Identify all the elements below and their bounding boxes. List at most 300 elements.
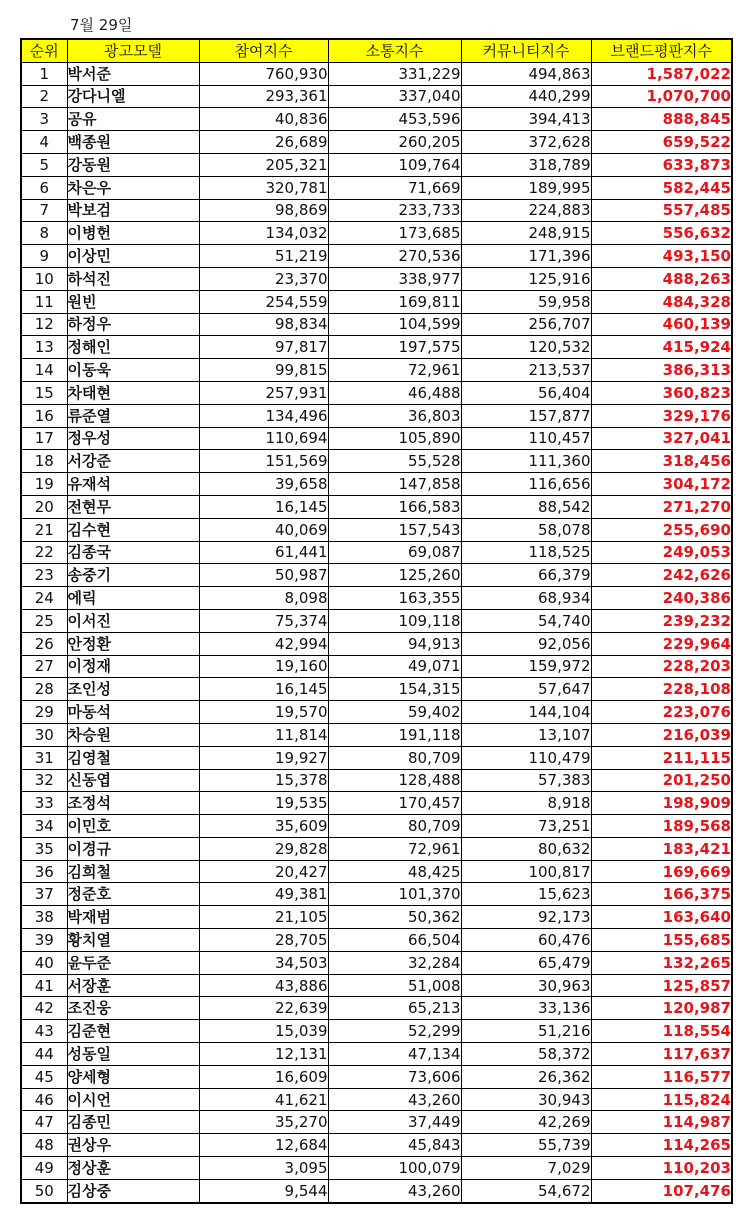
community-index-cell: 256,707 [461,313,591,336]
brand-reputation-index-cell: 189,568 [591,815,732,838]
rank-cell: 28 [21,678,67,701]
brand-reputation-index-cell: 1,587,022 [591,62,732,85]
participation-index-cell: 26,689 [199,131,328,154]
table-row [21,153,732,176]
table-row [21,199,732,222]
rank-cell: 39 [21,929,67,952]
brand-reputation-index-cell: 557,485 [591,199,732,222]
communication-index-cell: 32,284 [328,951,461,974]
participation-index-cell: 15,378 [199,769,328,792]
brand-reputation-index-cell: 166,375 [591,883,732,906]
community-index-cell: 372,628 [461,131,591,154]
rank-cell: 22 [21,541,67,564]
rank-cell: 47 [21,1111,67,1134]
communication-index-cell: 233,733 [328,199,461,222]
header-row [21,39,732,62]
brand-reputation-index-cell: 488,263 [591,267,732,290]
communication-index-cell: 50,362 [328,906,461,929]
table-row [21,1157,732,1180]
rank-cell: 18 [21,450,67,473]
rank-cell: 45 [21,1065,67,1088]
rank-cell: 8 [21,222,67,245]
rank-cell: 36 [21,860,67,883]
table-row [21,883,732,906]
brand-reputation-index-cell: 120,987 [591,997,732,1020]
community-index-cell: 65,479 [461,951,591,974]
table-row [21,1134,732,1157]
model-name-cell: 박서준 [67,62,199,85]
participation-index-cell: 19,570 [199,701,328,724]
table-row [21,518,732,541]
participation-index-cell: 9,544 [199,1179,328,1202]
participation-index-cell: 134,032 [199,222,328,245]
community-index-cell: 440,299 [461,85,591,108]
rank-cell: 13 [21,336,67,359]
communication-index-cell: 69,087 [328,541,461,564]
participation-index-cell: 98,869 [199,199,328,222]
brand-reputation-index-cell: 327,041 [591,427,732,450]
participation-index-cell: 151,569 [199,450,328,473]
table-row [21,336,732,359]
communication-index-cell: 166,583 [328,495,461,518]
brand-reputation-index-cell: 155,685 [591,929,732,952]
community-index-cell: 224,883 [461,199,591,222]
rank-cell: 49 [21,1157,67,1180]
participation-index-cell: 12,684 [199,1134,328,1157]
communication-index-cell: 55,528 [328,450,461,473]
table-row [21,997,732,1020]
communication-index-cell: 45,843 [328,1134,461,1157]
brand-reputation-index-cell: 115,824 [591,1088,732,1111]
table-row [21,974,732,997]
table-row [21,678,732,701]
community-index-cell: 100,817 [461,860,591,883]
participation-index-cell: 29,828 [199,837,328,860]
table-row [21,404,732,427]
brand-reputation-index-cell: 201,250 [591,769,732,792]
model-name-cell: 조진웅 [67,997,199,1020]
rank-cell: 10 [21,267,67,290]
model-name-cell: 이경규 [67,837,199,860]
table-row [21,245,732,268]
model-name-cell: 김영철 [67,746,199,769]
brand-reputation-index-cell: 582,445 [591,176,732,199]
community-index-cell: 213,537 [461,359,591,382]
brand-reputation-index-cell: 318,456 [591,450,732,473]
community-index-cell: 144,104 [461,701,591,724]
communication-index-cell: 43,260 [328,1179,461,1202]
rank-cell: 20 [21,495,67,518]
model-name-cell: 김희철 [67,860,199,883]
community-index-cell: 171,396 [461,245,591,268]
communication-index-cell: 72,961 [328,359,461,382]
model-name-cell: 차태현 [67,381,199,404]
participation-index-cell: 61,441 [199,541,328,564]
participation-index-cell: 760,930 [199,62,328,85]
community-index-cell: 66,379 [461,564,591,587]
rank-cell: 38 [21,906,67,929]
table-row [21,1043,732,1066]
community-index-cell: 51,216 [461,1020,591,1043]
communication-index-cell: 48,425 [328,860,461,883]
brand-reputation-index-cell: 216,039 [591,723,732,746]
communication-index-cell: 46,488 [328,381,461,404]
rank-cell: 40 [21,951,67,974]
model-name-cell: 양세형 [67,1065,199,1088]
communication-index-cell: 191,118 [328,723,461,746]
rank-cell: 2 [21,85,67,108]
participation-index-cell: 21,105 [199,906,328,929]
rank-cell: 31 [21,746,67,769]
rank-cell: 50 [21,1179,67,1202]
communication-index-cell: 331,229 [328,62,461,85]
model-name-cell: 황치열 [67,929,199,952]
brand-reputation-index-cell: 211,115 [591,746,732,769]
brand-reputation-index-cell: 271,270 [591,495,732,518]
model-name-cell: 류준열 [67,404,199,427]
model-name-cell: 김종국 [67,541,199,564]
community-index-cell: 159,972 [461,655,591,678]
model-name-cell: 정우성 [67,427,199,450]
participation-index-cell: 28,705 [199,929,328,952]
brand-reputation-index-cell: 125,857 [591,974,732,997]
community-index-cell: 58,078 [461,518,591,541]
communication-index-cell: 337,040 [328,85,461,108]
communication-index-cell: 80,709 [328,746,461,769]
brand-reputation-index-cell: 255,690 [591,518,732,541]
community-index-cell: 68,934 [461,587,591,610]
rank-cell: 35 [21,837,67,860]
participation-index-cell: 97,817 [199,336,328,359]
brand-reputation-index-cell: 329,176 [591,404,732,427]
brand-reputation-index-cell: 360,823 [591,381,732,404]
brand-reputation-index-cell: 386,313 [591,359,732,382]
model-name-cell: 윤두준 [67,951,199,974]
communication-index-cell: 100,079 [328,1157,461,1180]
participation-index-cell: 11,814 [199,723,328,746]
community-index-cell: 8,918 [461,792,591,815]
model-name-cell: 성동일 [67,1043,199,1066]
rank-cell: 24 [21,587,67,610]
table-row [21,1088,732,1111]
community-index-cell: 59,958 [461,290,591,313]
brand-reputation-index-cell: 415,924 [591,336,732,359]
model-name-cell: 차은우 [67,176,199,199]
communication-index-cell: 197,575 [328,336,461,359]
rank-cell: 17 [21,427,67,450]
community-index-cell: 15,623 [461,883,591,906]
participation-index-cell: 16,145 [199,495,328,518]
rank-cell: 46 [21,1088,67,1111]
communication-index-cell: 80,709 [328,815,461,838]
community-index-cell: 54,672 [461,1179,591,1202]
communication-index-cell: 169,811 [328,290,461,313]
communication-index-cell: 163,355 [328,587,461,610]
communication-index-cell: 147,858 [328,473,461,496]
table-row [21,495,732,518]
model-name-cell: 정준호 [67,883,199,906]
model-name-cell: 이병헌 [67,222,199,245]
community-index-cell: 88,542 [461,495,591,518]
communication-index-cell: 154,315 [328,678,461,701]
rank-cell: 30 [21,723,67,746]
table-row [21,222,732,245]
table-row [21,1111,732,1134]
table-row [21,290,732,313]
rank-cell: 34 [21,815,67,838]
community-index-cell: 26,362 [461,1065,591,1088]
brand-reputation-index-cell: 228,108 [591,678,732,701]
participation-index-cell: 35,270 [199,1111,328,1134]
communication-index-cell: 128,488 [328,769,461,792]
model-name-cell: 강동원 [67,153,199,176]
date-label: 7월 29일 [70,16,133,34]
rank-cell: 33 [21,792,67,815]
communication-index-cell: 36,803 [328,404,461,427]
brand-reputation-index-cell: 169,669 [591,860,732,883]
community-index-cell: 111,360 [461,450,591,473]
table-row [21,1179,732,1202]
community-index-cell: 54,740 [461,609,591,632]
communication-index-cell: 104,599 [328,313,461,336]
communication-index-cell: 51,008 [328,974,461,997]
community-index-cell: 7,029 [461,1157,591,1180]
table-row [21,951,732,974]
table-row [21,1065,732,1088]
communication-index-cell: 94,913 [328,632,461,655]
brand-reputation-index-cell: 183,421 [591,837,732,860]
participation-index-cell: 20,427 [199,860,328,883]
model-name-cell: 에릭 [67,587,199,610]
table-row [21,176,732,199]
brand-reputation-index-cell: 198,909 [591,792,732,815]
model-name-cell: 이정재 [67,655,199,678]
participation-index-cell: 8,098 [199,587,328,610]
communication-index-cell: 66,504 [328,929,461,952]
participation-index-cell: 205,321 [199,153,328,176]
model-name-cell: 이시언 [67,1088,199,1111]
rank-cell: 11 [21,290,67,313]
community-index-cell: 60,476 [461,929,591,952]
participation-index-cell: 134,496 [199,404,328,427]
community-index-cell: 30,963 [461,974,591,997]
rank-cell: 44 [21,1043,67,1066]
table-row [21,359,732,382]
model-name-cell: 이상민 [67,245,199,268]
table-row [21,860,732,883]
table-row [21,564,732,587]
participation-index-cell: 19,927 [199,746,328,769]
communication-index-cell: 43,260 [328,1088,461,1111]
community-index-cell: 189,995 [461,176,591,199]
model-name-cell: 차승원 [67,723,199,746]
model-name-cell: 강다니엘 [67,85,199,108]
rank-cell: 16 [21,404,67,427]
table-row [21,929,732,952]
table-row [21,723,732,746]
rank-cell: 48 [21,1134,67,1157]
participation-index-cell: 50,987 [199,564,328,587]
rank-cell: 29 [21,701,67,724]
brand-reputation-index-cell: 240,386 [591,587,732,610]
participation-index-cell: 99,815 [199,359,328,382]
table-row [21,381,732,404]
model-name-cell: 하정우 [67,313,199,336]
model-name-cell: 유재석 [67,473,199,496]
participation-index-cell: 257,931 [199,381,328,404]
table-body [21,62,732,1202]
community-index-cell: 318,789 [461,153,591,176]
model-name-cell: 서강준 [67,450,199,473]
community-index-cell: 157,877 [461,404,591,427]
participation-index-cell: 51,219 [199,245,328,268]
table-row [21,655,732,678]
rank-cell: 19 [21,473,67,496]
communication-index-cell: 47,134 [328,1043,461,1066]
rank-cell: 7 [21,199,67,222]
table-row [21,541,732,564]
model-name-cell: 정상훈 [67,1157,199,1180]
brand-reputation-index-cell: 107,476 [591,1179,732,1202]
brand-reputation-index-cell: 460,139 [591,313,732,336]
brand-reputation-index-cell: 118,554 [591,1020,732,1043]
participation-index-cell: 12,131 [199,1043,328,1066]
column-header-model: 광고모델 [67,39,199,62]
column-header-community: 커뮤니티지수 [461,39,591,62]
community-index-cell: 33,136 [461,997,591,1020]
model-name-cell: 하석진 [67,267,199,290]
community-index-cell: 30,943 [461,1088,591,1111]
table-row [21,746,732,769]
model-name-cell: 정해인 [67,336,199,359]
column-header-participation: 참여지수 [199,39,328,62]
brand-reputation-index-cell: 114,265 [591,1134,732,1157]
communication-index-cell: 260,205 [328,131,461,154]
model-name-cell: 이동욱 [67,359,199,382]
participation-index-cell: 15,039 [199,1020,328,1043]
brand-reputation-index-cell: 249,053 [591,541,732,564]
participation-index-cell: 39,658 [199,473,328,496]
rank-cell: 15 [21,381,67,404]
model-name-cell: 송중기 [67,564,199,587]
table-row [21,313,732,336]
communication-index-cell: 101,370 [328,883,461,906]
communication-index-cell: 59,402 [328,701,461,724]
rank-cell: 27 [21,655,67,678]
rank-cell: 41 [21,974,67,997]
participation-index-cell: 16,609 [199,1065,328,1088]
communication-index-cell: 109,764 [328,153,461,176]
rank-cell: 5 [21,153,67,176]
rank-cell: 25 [21,609,67,632]
participation-index-cell: 19,535 [199,792,328,815]
participation-index-cell: 3,095 [199,1157,328,1180]
brand-reputation-index-cell: 163,640 [591,906,732,929]
model-name-cell: 조정석 [67,792,199,815]
brand-reputation-index-cell: 116,577 [591,1065,732,1088]
community-index-cell: 55,739 [461,1134,591,1157]
brand-reputation-index-cell: 228,203 [591,655,732,678]
table-row [21,473,732,496]
participation-index-cell: 43,886 [199,974,328,997]
table-row [21,450,732,473]
community-index-cell: 58,372 [461,1043,591,1066]
participation-index-cell: 42,994 [199,632,328,655]
table-row [21,108,732,131]
community-index-cell: 116,656 [461,473,591,496]
community-index-cell: 73,251 [461,815,591,838]
communication-index-cell: 49,071 [328,655,461,678]
model-name-cell: 박보검 [67,199,199,222]
communication-index-cell: 109,118 [328,609,461,632]
brand-reputation-index-cell: 493,150 [591,245,732,268]
rank-cell: 32 [21,769,67,792]
communication-index-cell: 105,890 [328,427,461,450]
table-row [21,85,732,108]
participation-index-cell: 254,559 [199,290,328,313]
rank-cell: 4 [21,131,67,154]
communication-index-cell: 270,536 [328,245,461,268]
community-index-cell: 125,916 [461,267,591,290]
community-index-cell: 494,863 [461,62,591,85]
brand-reputation-index-cell: 114,987 [591,1111,732,1134]
communication-index-cell: 125,260 [328,564,461,587]
model-name-cell: 김준현 [67,1020,199,1043]
communication-index-cell: 170,457 [328,792,461,815]
participation-index-cell: 293,361 [199,85,328,108]
community-index-cell: 110,457 [461,427,591,450]
participation-index-cell: 98,834 [199,313,328,336]
column-header-brand-reputation: 브랜드평판지수 [591,39,732,62]
column-header-communication: 소통지수 [328,39,461,62]
communication-index-cell: 173,685 [328,222,461,245]
brand-reputation-index-cell: 659,522 [591,131,732,154]
communication-index-cell: 338,977 [328,267,461,290]
community-index-cell: 120,532 [461,336,591,359]
brand-reputation-index-cell: 1,070,700 [591,85,732,108]
table-row [21,427,732,450]
community-index-cell: 13,107 [461,723,591,746]
brand-reputation-index-cell: 239,232 [591,609,732,632]
table-row [21,906,732,929]
table-row [21,1020,732,1043]
brand-reputation-index-cell: 223,076 [591,701,732,724]
model-name-cell: 이민호 [67,815,199,838]
model-name-cell: 조인성 [67,678,199,701]
brand-reputation-index-cell: 556,632 [591,222,732,245]
brand-reputation-index-cell: 484,328 [591,290,732,313]
rank-cell: 14 [21,359,67,382]
community-index-cell: 92,056 [461,632,591,655]
model-name-cell: 김상중 [67,1179,199,1202]
participation-index-cell: 49,381 [199,883,328,906]
participation-index-cell: 110,694 [199,427,328,450]
communication-index-cell: 37,449 [328,1111,461,1134]
rank-cell: 9 [21,245,67,268]
participation-index-cell: 41,621 [199,1088,328,1111]
participation-index-cell: 40,069 [199,518,328,541]
table-row [21,815,732,838]
participation-index-cell: 23,370 [199,267,328,290]
table-row [21,837,732,860]
participation-index-cell: 16,145 [199,678,328,701]
model-name-cell: 전현무 [67,495,199,518]
participation-index-cell: 75,374 [199,609,328,632]
rank-cell: 12 [21,313,67,336]
communication-index-cell: 52,299 [328,1020,461,1043]
brand-reputation-index-cell: 888,845 [591,108,732,131]
model-name-cell: 원빈 [67,290,199,313]
